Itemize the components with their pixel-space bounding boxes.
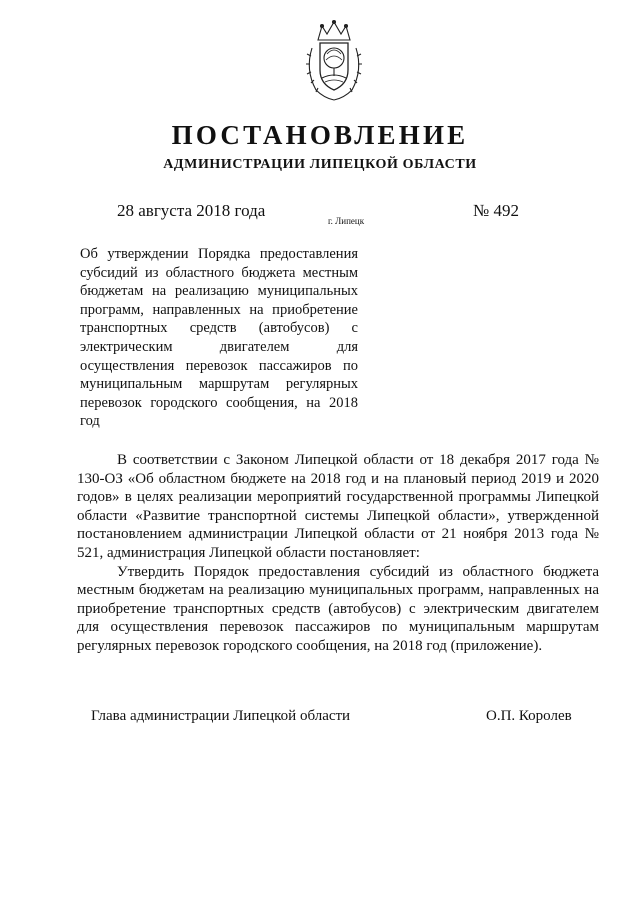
document-date: 28 августа 2018 года bbox=[117, 201, 266, 220]
body-paragraph: Утвердить Порядок предоставления субсидий из областного бюджета местным бюджетам на реализацию муниципальных программ, направленных на приобретение транспортных средств (автобусов) с электрическим двигателем для осуществления перевозок пассажиров по муниципальным маршрутам регулярных перевозок городского сообщения, на 2018 год (приложение). bbox=[77, 563, 599, 654]
signatory-name: О.П. Королев bbox=[486, 708, 572, 724]
coat-of-arms-icon bbox=[304, 18, 364, 102]
document-body bbox=[77, 451, 599, 656]
document-city: г. Липецк bbox=[328, 216, 365, 226]
signatory-position: Глава администрации Липецкой области bbox=[91, 708, 351, 724]
document-number: № 492 bbox=[473, 201, 519, 220]
issuing-authority: АДМИНИСТРАЦИИ ЛИПЕЦКОЙ ОБЛАСТИ bbox=[163, 157, 477, 172]
document-title: ПОСТАНОВЛЕНИЕ bbox=[171, 120, 469, 150]
document-subject: Об утверждении Порядка предоставления субсидий из областного бюджета местным бюджетам на реализацию муниципальных программ, направленных на приобретение транспортных средств (автобусов) с электрическим двигателем для осуществления перевозок пассажиров по муниципальным маршрутам регулярных перевозок городского сообщения, на 2018 год bbox=[80, 246, 358, 430]
body-paragraph: В соответствии с Законом Липецкой области от 18 декабря 2017 года № 130-ОЗ «Об областном бюджете на 2018 год и на плановый период 2019 и 2020 годов» в целях реализации мероприятий государственной программы Липецкой области «Развитие транспортной системы Липецкой области», утвержденной постановлением администрации Липецкой области от 21 ноября 2013 года № 521, администрация Липецкой области постановляет: bbox=[77, 452, 599, 561]
